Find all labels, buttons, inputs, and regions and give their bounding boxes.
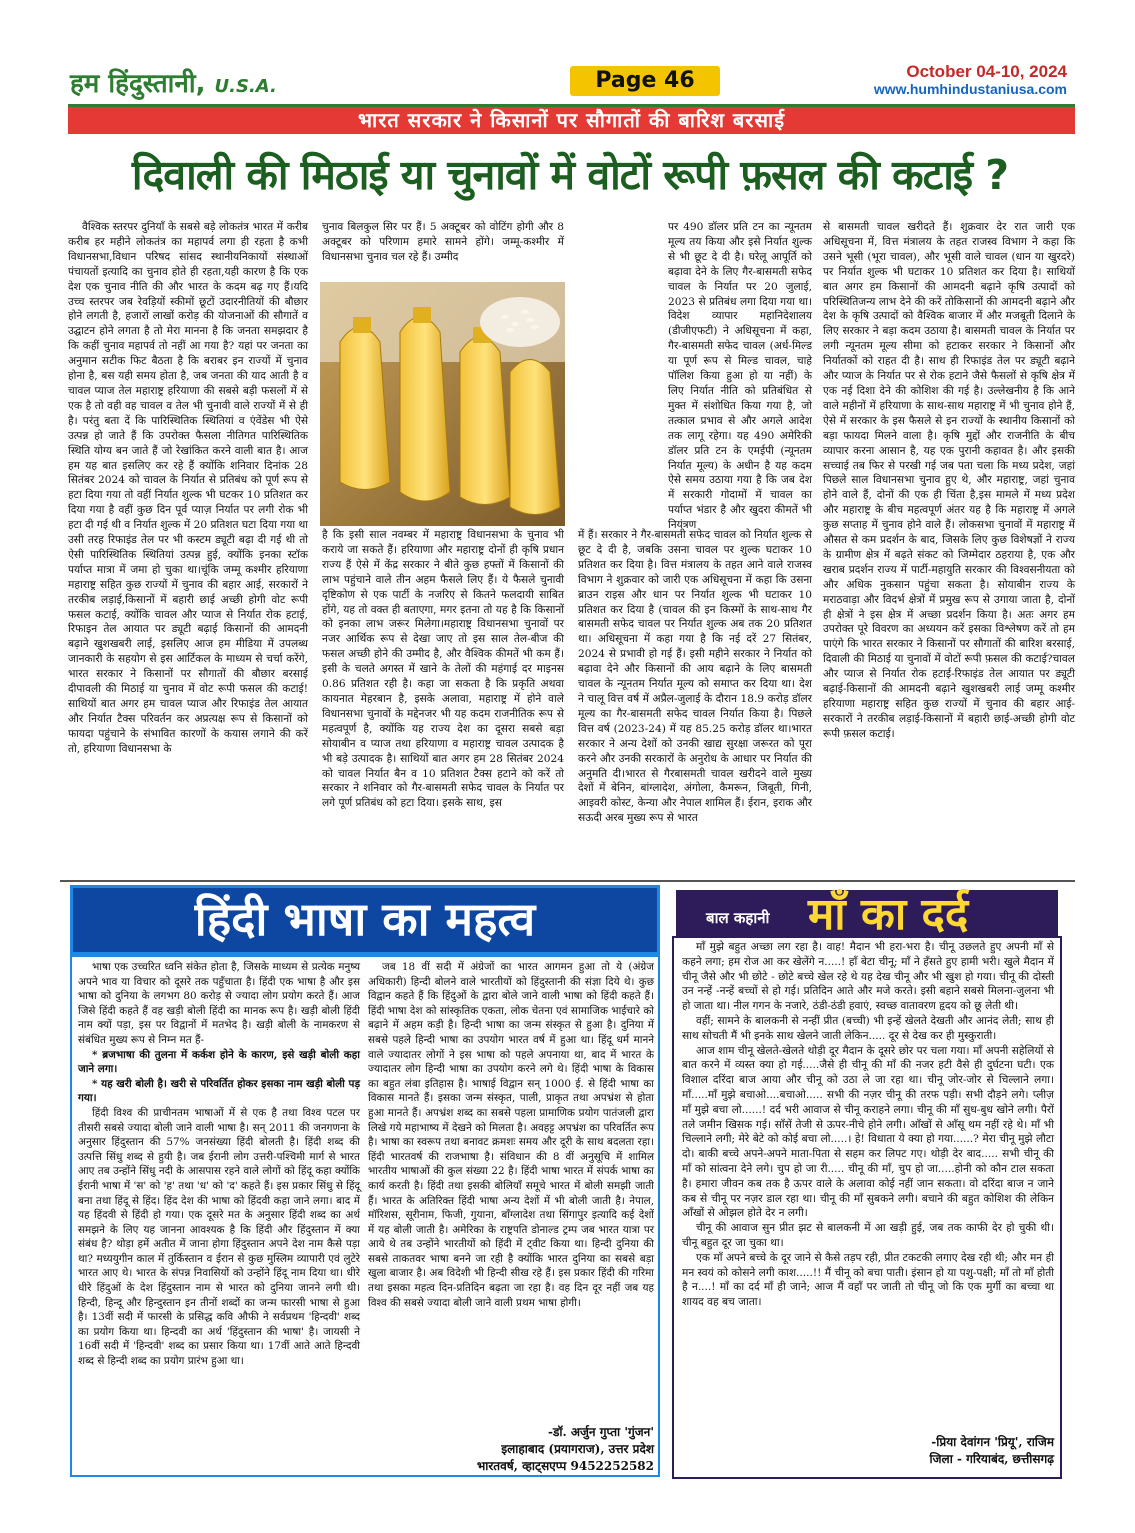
author-name: -प्रिया देवांगन 'प्रियू', राजिम — [931, 1435, 1054, 1449]
website-url[interactable]: www.humhindustaniusa.com — [873, 81, 1067, 97]
hindi-column-1 — [78, 960, 360, 1470]
article-text: में हैं। सरकार ने गैर-बासमती सफेद चावल को निर्यात शुल्क से छूट दे दी है, जबकि उसना चावल पर शुल्क घटाकर 10 प्रतिशत कर दिया है। वित्त मंत्रालय के तहत आने वाले राजस्व विभाग ने शुक्रवार को जारी एक अधिसूचना में कहा कि उसना ब्राउन राइस और धान पर निर्यात शुल्क भी घटाकर 10 प्रतिशत कर दिया है (चावल की इन किस्मों के साथ-साथ गैर बासमती सफेद चावल पर निर्यात शुल्क अब तक 20 प्रतिशत था। अधिसूचना में कहा गया है कि नई दरें 27 सितंबर, 2024 से प्रभावी हो गई हैं। इसी महीने सरकार ने निर्यात को बढ़ावा देने और किसानों की आय बढ़ाने के लिए बासमती चावल के न्यूनतम निर्यात मूल्य को समाप्त कर दिया था। देश ने चालू वित्त वर्ष में अप्रैल-जुलाई के दौरान 18.9 करोड़ डॉलर मूल्य का गैर-बासमती सफेद चावल निर्यात किया है। पिछले वित्त वर्ष (2023-24) में यह 85.25 करोड़ डॉलर था।भारत सरकार ने अन्य देशों को उनकी खाद्य सुरक्षा जरूरत को पूरा करने और उनकी सरकारों के अनुरोध के आधार पर निर्यात की अनुमति दी।भारत से गैरबासमती चावल खरीदने वाले मुख्य देशों में बेनिन, बांग्लादेश, अंगोला, कैमरून, जिबूती, गिनी, आइवरी कोस्ट, केन्या और नेपाल शामिल हैं। ईरान, इराक और सऊदी अरब मुख्य रूप से भारत — [578, 529, 812, 825]
main-headline: दिवाली की मिठाई या चुनावों में वोटों रूपी फ़सल की कटाई ? — [131, 151, 1009, 199]
hindi-section-title: हिंदी भाषा का महत्व — [70, 885, 660, 955]
story-paragraph: वहीं; सामने के बालकनी से नन्हीं प्रीत (बच्ची) भी इन्हें खेलते देखती और आनंद लेती; साथ ही साथ सोचती मैं भी इनके साथ खेलने जाती लेकिन..... दूर से देख कर ही मुस्कुराती। — [682, 1014, 1054, 1042]
article-column-4 — [823, 220, 1075, 880]
article-column-2-top — [322, 220, 564, 280]
section-banner: भारत सरकार ने किसानों पर सौगातों की बारिश बरसाई — [68, 104, 1075, 134]
story-title: माँ का दर्द — [808, 889, 969, 940]
article-column-2-bottom — [322, 528, 564, 878]
story-paragraph: चीनू की आवाज सुन प्रीत झट से बालकनी में आ खड़ी हुई, जब तक काफी देर हो चुकी थी। चीनू बहुत दूर जा चुका था। — [682, 1222, 1054, 1249]
hindi-text: भाषा एक उच्चरित ध्वनि संकेत होता है, जिसके माध्यम से प्रत्येक मनुष्य अपने भाव या विचार को दूसरे तक पहुँचाता है। हिंदी एक भाषा है और इस भाषा को दुनिया के लगभग 80 करोड़ से ज्यादा लोग प्रयोग करते हैं। आज जिसे हिंदी कहते हैं वह खड़ी बोली हिंदी का मानक रूप है। खड़ी बोली हिंदी नाम क्यों पड़ा, इस पर विद्वानों में मतभेद है। खड़ी बोली के नामकरण से संबंधित मुख्य रूप से निम्न मत हैं- — [78, 961, 360, 1046]
story-label: बाल कहानी — [706, 909, 770, 927]
article-column-1 — [68, 220, 308, 880]
article-text: चुनाव बिलकुल सिर पर हैं। 5 अक्टूबर को वोटिंग होगी और 8 अक्टूबर को परिणाम हमारे सामने होंगे। जम्मू-कश्मीर में विधानसभा चुनाव चल रहे हैं। उम्मीद — [322, 221, 564, 263]
oil-bottles-image — [320, 282, 565, 526]
page-number: Page 46 — [570, 66, 720, 96]
story-text — [682, 940, 1054, 1432]
story-title-bar — [676, 889, 1058, 940]
hindi-text: हिंदी विश्व की प्राचीनतम भाषाओं में से एक है तथा विश्व पटल पर तीसरी सबसे ज्यादा बोली जाने वाली भाषा है। सन् 2011 की जनगणना के अनुसार हिंदुस्तान की 57% जनसंख्या हिंदी बोलती है। हिंदी शब्द की उत्पत्ति सिंधु शब्द से हुयी है। जब ईरानी लोग उत्तरी-पश्चिमी मार्ग से भारत आए तब उन्होंने सिंधु नदी के आसपास रहने वाले लोगों को हिंदू कहा क्योंकि ईरानी भाषा में 'स' को 'ह' तथा 'ध' को 'द' कहते हैं। इस प्रकार सिंधु से हिंदू बना तथा हिंदू से हिंद। हिंद देश की भाषा को हिंदवी कहा जाने लगा। बाद में यह हिंदवी से हिंदी हो गया। एक दूसरे मत के अनुसार हिंदी शब्द का अर्थ समझने के लिए यह जानना आवश्यक है कि हिंदी और हिंदुस्तान में क्या संबंध है? थोड़ा हमें अतीत में जाना होगा हिंदुस्तान अपने देश नाम कैसे पड़ा था? मध्ययुगीन काल में तुर्किस्तान व ईरान से कुछ मुस्लिम व्यापारी एवं लुटेरे भारत आए थे। भारत के संपन्न निवासियों को उन्होंने हिंदू नाम दिया था। धीरे धीरे हिंदुओं के देश हिंदुस्तान नाम से भारत को दुनिया जानने लगी थी। हिन्दी, हिन्दू और हिन्दुस्तान इन तीनों शब्दों का जन्म फारसी भाषा से हुआ है। 13वीं सदी में फारसी के प्रसिद्ध कवि औफी ने सर्वप्रथम 'हिन्दवी' शब्द का प्रयोग किया था। हिन्दवी का अर्थ 'हिंदुस्तान की भाषा' है। जायसी ने 16वीं सदी में 'हिन्दवी' शब्द का प्रसार किया था। 17वीं आते आते हिन्दवी शब्द से हिन्दी शब्द का प्रयोग प्रारंभ हुआ था। — [78, 1106, 360, 1368]
hindi-text: जब 18 वीं सदी में अंग्रेजों का भारत आगमन हुआ तो ये (अंग्रेज अधिकारी) हिन्दी बोलने वाले भारतीयों को हिंदुस्तानी की संज्ञा दिये थे। कुछ विद्वान कहते हैं कि हिंदुओं के द्वारा बोले जाने वाली भाषा को हिंदी कहते हैं। हिंदी भाषा देश को सांस्कृतिक एकता, लोक चेतना एवं सामाजिक भाईचारे को बढ़ाने में अहम कड़ी है। हिन्दी भाषा का जन्म संस्कृत से हुआ है। दुनिया में सबसे पहले हिन्दी भाषा का उपयोग भारत वर्ष में हुआ था। हिंदू धर्म मानने वाले ज्यादातर लोगों ने इस भाषा को पहले अपनाया था, बाद में भारत के ज्यादातर लोग हिन्दी भाषा का उपयोग करने लगे थे। हिंदी भाषा के विकास का बहुत लंबा इतिहास है। भाषाई विद्वान सन् 1000 ई. से हिंदी भाषा का विकास मानते हैं। इसका जन्म संस्कृत, पाली, प्राकृत तथा अपभ्रंश से होता हुआ मानते हैं। अपभ्रंश शब्द का सबसे पहला प्रामाणिक प्रयोग पातंजली द्वारा लिखे गये महाभाष्य में देखने को मिलता है। अवहट्ट अपभ्रंश का परिवर्तित रूप है। भाषा का स्वरूप तथा बनावट क्रमशः समय और दूरी के साथ बदलता रहा। हिंदी भारतवर्ष की राजभाषा है। संविधान की 8 वीं अनुसूचि में शामिल भारतीय भाषाओं की कुल संख्या 22 है। हिंदी भाषा भारत में संपर्क भाषा का कार्य करती है। हिंदी तथा इसकी बोलियाँ समूचे भारत में बोली समझी जाती हैं। भारत के अतिरिक्त हिंदी भाषा अन्य देशों में भी बोली जाती है। नेपाल, मॉरिशस, सूरीनाम, फिजी, गुयाना, बॉंग्लादेश तथा सिंगापुर इत्यादि कई देशों में यह बोली जाती है। अमेरिका के राष्ट्रपति डोनाल्ड ट्रम्प जब भारत यात्रा पर आये थे तब उन्होंने भारतीयों को हिंदी में ट्वीट किया था। हिन्दी दुनिया की सबसे ताकतवर भाषा बनने जा रही है क्योंकि भारत दुनिया का सबसे बड़ा खुला बाजार है। अब विदेशी भी हिन्दी सीख रहे हैं। इस प्रकार हिंदी की गरिमा तथा इसका महत्व दिन-प्रतिदिन बढ़ता जा रहा है। वह दिन दूर नहीं जब यह विश्व की सबसे ज्यादा बोली जाने वाली प्रथम भाषा होगी। — [368, 961, 654, 1309]
newspaper-location: U.S.A. — [214, 76, 277, 97]
article-column-3-bottom — [578, 528, 812, 878]
author-name: -डॉ. अर्जुन गुप्ता 'गुंजन' — [547, 1425, 654, 1439]
hindi-quote-1: * ब्रजभाषा की तुलना में कर्कश होने के कारण, इसे खड़ी बोली कहा जाने लगा। — [78, 1048, 360, 1076]
masthead — [60, 62, 1075, 100]
author-place: इलाहाबाद (प्रयागराज), उत्तर प्रदेश — [501, 1442, 654, 1456]
article-text: पर 490 डॉलर प्रति टन का न्यूनतम मूल्य तय किया और इसे निर्यात शुल्क से भी छूट दे दी है। घरेलू आपूर्ति को बढ़ावा देने के लिए गैर-बासमती सफेद चावल के निर्यात पर 20 जुलाई, 2023 से प्रतिबंध लगा दिया गया था। विदेश व्यापार महानिदेशालय (डीजीएफटी) ने अधिसूचना में कहा, गैर-बासमती सफेद चावल (अर्ध-मिल्ड या पूर्ण रूप से मिल्ड चावल, चाहे पॉलिश किया हुआ हो या नहीं) के लिए निर्यात नीति को प्रतिबंधित से मुक्त में संशोधित किया गया है, जो तत्काल प्रभाव से और अगले आदेश तक लागू रहेगा। यह 490 अमेरिकी डॉलर प्रति टन के एमईपी (न्यूनतम निर्यात मूल्य) के अधीन है यह कदम ऐसे समय उठाया गया है कि जब देश में सरकारी गोदामों में चावल का पर्याप्त भंडार है और खुदरा कीमतें भी नियंत्रण — [668, 221, 812, 532]
article-text: है कि इसी साल नवम्बर में महाराष्ट्र विधानसभा के चुनाव भी कराये जा सकते हैं। हरियाणा और महाराष्ट्र दोनों ही कृषि प्रधान राज्य हैं ऐसे में केंद्र सरकार ने बीते कुछ हफ्तों में किसानों की लाभ पहुंचाने वाले तीन अहम फैसले लिए हैं। ये फैसले चुनावी दृष्टिकोण से एक पार्टी के नजरिए से कितने फलदायी साबित होंगे, यह तो वक्त ही बताएगा, मगर इतना तो यह है कि किसानों को इनका लाभ जरूर मिलेगा।महाराष्ट्र विधानसभा चुनावों पर नजर आर्थिक रूप से देखा जाए तो इस साल तेल-बीज की फसल अच्छी होने की उम्मीद है, और वैश्विक कीमतें भी कम हैं। इसी के चलते अगस्त में खाने के तेलों की महंगाई दर माइनस 0.86 प्रतिशत रही है। कहा जा सकता है कि प्रकृति अथवा कायनात मेहरबान है, इसके अलावा, महाराष्ट्र में होने वाले विधानसभा चुनावों के मद्देनजर भी यह कदम राजनीतिक रूप से महत्वपूर्ण है, क्योंकि यह राज्य देश का दूसरा सबसे बड़ा सोयाबीन व प्याज तथा हरियाणा व महाराष्ट्र चावल उत्पादक है भी बड़े उत्पादक है। साथियों बात अगर हम 28 सितंबर 2024 को चावल निर्यात बैन व 10 प्रतिशत टैक्स हटाने को करें तो सरकार ने शनिवार को गैर-बासमती सफेद चावल के निर्यात पर लगे पूर्ण प्रतिबंध को हटा दिया। इसके साथ, इस — [322, 529, 564, 810]
article-column-3-top — [578, 220, 812, 532]
hindi-quote-2: * यह खरी बोली है। खरी से परिवर्तित होकर इसका नाम खड़ी बोली पड़ गया। — [78, 1077, 360, 1105]
hindi-column-2 — [368, 960, 654, 1422]
story-paragraph: एक माँ अपने बच्चे के दूर जाने से कैसे तड़प रही, प्रीत टकटकी लगाए देख रही थी; और मन ही मन स्वयं को कोसने लगी काश.....!! मैं चीनू को बचा पाती। इंसान हो या पशु-पक्षी; माँ तो माँ होती है न....! माँ का दर्द माँ ही जाने; आज मैं वहाँ पर जाती तो चीनू जो कि एक मुर्गी का बच्चा था शायद वह बच जाता। — [682, 1251, 1054, 1309]
article-text: से बासमती चावल खरीदते हैं। शुक्रवार देर रात जारी एक अधिसूचना में, वित्त मंत्रालय के तहत राजस्व विभाग ने कहा कि उसने भूसी (भूरा चावल), और भूसी वाले चावल (धान या खुरदरे) पर निर्यात शुल्क भी घटाकर 10 प्रतिशत कर दिया है। साथियों बात अगर हम किसानों की आमदनी बढ़ाने कृषि उत्पादों को परिस्थितिजन्य लाभ देने की करें तोकिसानों की आमदनी बढ़ाने और देश के कृषि उत्पादों को वैश्विक बाजार में और मजबूती दिलाने के लिए सरकार ने बड़ा कदम उठाया है। बासमती चावल के निर्यात पर लगी न्यूनतम मूल्य सीमा को हटाकर सरकार ने किसानों और निर्यातकों को राहत दी है। साथ ही रिफाइंड तेल पर ड्यूटी बढ़ाने और प्याज के निर्यात पर से रोक हटाने जैसे फैसलों से कृषि क्षेत्र में एक नई दिशा देने की कोशिश की गई है। उल्लेखनीय है कि आने वाले महीनों में हरियाणा के साथ-साथ महाराष्ट्र में भी चुनाव होने हैं, ऐसे में सरकार के इस फैसले से इन राज्यों के स्थानीय किसानों को बड़ा फायदा मिलने वाला है। कृषि मुद्दों और राजनीति के बीच व्यापार करना आसान है, यह एक पुरानी कहावत है। और इसकी सच्चाई तब फिर से परखी गई जब पता चला कि मध्य प्रदेश, जहां पिछले साल विधानसभा चुनाव हुए थे, और महाराष्ट्र, जहां चुनाव होने वाले हैं, दोनों की एक ही चिंता है,इस मामले में मध्य प्रदेश और महाराष्ट्र के बीच महत्वपूर्ण अंतर यह है कि महाराष्ट्र में अगले कुछ सप्ताह में चुनाव होने वाले हैं। लोकसभा चुनावों में महाराष्ट्र में औसत से कम प्रदर्शन के बाद, जिसके लिए कुछ विशेषज्ञों ने राज्य के ग्रामीण क्षेत्र में बढ़ते संकट को जिम्मेदार ठहराया है, एक और खराब प्रदर्शन राज्य में पार्टी-महायुति सरकार की विश्वसनीयता को और अधिक नुकसान पहुंचा सकता है। सोयाबीन राज्य के मराठवाड़ा और विदर्भ क्षेत्रों में प्रमुख रूप से उगाया जाता है, दोनों ही क्षेत्रों ने इस क्षेत्र में अच्छा प्रदर्शन किया है। अतः अगर हम उपरोक्त पूरे विवरण का अध्ययन करें इसका विश्लेषण करें तो हम पाएंगे कि भारत सरकार ने किसानों पर सौगातों की बारिश बरसाई, दिवाली की मिठाई या चुनावों में वोटों रूपी फ़सल की कटाई?चावल और प्याज से निर्यात रोक हटाई-रिफाइंड तेल आयात पर ड्यूटी बढ़ाई-किसानों की आमदनी बढ़ाने खुशखबरी लाई जम्मू कश्मीर हरियाणा महाराष्ट्र सहित कुछ राज्यों में चुनाव की बहार आई-सरकारों ने तरकीब लड़ाई-किसानों में बहारी छाई-अच्छी होगी वोट रूपी फ़सल कटाई। — [823, 221, 1075, 740]
article-text: वैश्विक स्तरपर दुनियाँ के सबसे बड़े लोकतंत्र भारत में करीब करीब हर महीने लोकतंत्र का महापर्व लगा ही रहता है कभी विधानसभा,विधान परिषद सांसद स्थानीयनिकायों संस्थाओं पंचायतों इत्यादि का चुनाव होते ही रहता,यही कारण है कि एक देश एक चुनाव नीति की और भारत के कदम बढ़ गए हैं।यदि उच्च स्तरपर जब रेवड़ियों स्कीमों छूटों उदारनीतियों की बौछार होने लगती है, हजारों लाखों करोड़ की योजनाओं की सौगातें व उद्घाटन होने लगता है तो मेरा मानना है कि जनता समझदार है कि कहीं चुनाव महापर्व तो नहीं आ गया है? यहां पर जनता का अनुमान सटीक फिट बैठता है कि बराबर इन राज्यों में चुनाव होना है, बस यही समय होता है, जब जनता की याद आती है व चावल प्याज तेल महाराष्ट्र हरियाणा की सबसे बड़ी फसलों में से एक है तो वही वह चावल व तेल भी चुनावी वाले राज्यों में से ही है। परंतु बता दें कि पारिस्थितिक स्थितियां व एंवेंडेस भी ऐसे उत्पन्न हो जाते हैं कि उपरोक्त फैसला नीतिगत पारिस्थितिक स्थिति योग्य बन जाते हैं जो रेखांकित करने वाली बात है। आज हम यह बात इसलिए कर रहे हैं क्योंकि शनिवार दिनांक 28 सितंबर 2024 को चावल के निर्यात से प्रतिबंध को पूर्ण रूप से हटा दिया गया तो वहीं निर्यात शुल्क भी घटकर 10 प्रतिशत कर दिया गया है वहीं कुछ दिन पूर्व प्याज़ निर्यात पर लगी रोक भी हटा दी गई थी व निर्यात शुल्क में 20 प्रतिशत घटा दिया गया था उसी तरह रिफाइंड तेल पर भी कस्टम ड्यूटी बढ़ा दी गई थी तो ऐसी पारिस्थितिक स्थितियां उत्पन्न हुई, क्योंकि इनका स्टॉक पर्याप्त मात्रा में जमा हो चुका था।चूंकि जम्मू कश्मीर हरियाणा महाराष्ट्र सहित कुछ राज्यों में चुनाव की बहार आई, सरकारों ने तरकीब लड़ाई,किसानों में बहारी छाई अच्छी होगी वोट रूपी फसल कटाई, क्योंकि चावल और प्याज से निर्यात रोक हटाई, रिफाइन तेल आयात पर ड्यूटी बढ़ाई किसानों की आमदनी बढ़ाने खुशखबरी लाई, इसलिए आज हम मीडिया में उपलब्ध जानकारी के सहयोग से इस आर्टिकल के माध्यम से चर्चा करेंगे, भारत सरकार ने किसानों पर सौगातों की बौछार बरसाई दीपावली की मिठाई या चुनाव में वोट रूपी फसल की कटाई! साथियों बात अगर हम चावल प्याज और रिफाइंड तेल आयात और निर्यात टैक्स परिवर्तन कर अप्रत्यक्ष रूप से किसानों को फायदा पहुंचाने के संभावित कारणों के कयास लगाने की करें तो, हरियाणा विधानसभा के — [68, 221, 308, 755]
newspaper-name: हम हिंदुस्तानी, U.S.A. — [70, 69, 277, 99]
story-author — [682, 1434, 1054, 1468]
article-photo — [320, 282, 565, 526]
issue-date: October 04-10, 2024 — [906, 62, 1067, 81]
story-paragraph: माँ मुझे बहुत अच्छा लग रहा है। वाह! मैदान भी हरा-भरा है। चीनू उछलते हुए अपनी माँ से कहने लगा; हम रोज आ कर खेलेंगे न.....! हाँ बेटा चीनू; माँ ने हँसते हुए हामी भरी। खुले मैदान में चीनू जैसे और भी छोटे - छोटे बच्चे खेल रहे थे यह देख चीनू और भी खुश हो गया। चीनू की दोस्ती उन नन्हें -नन्हें बच्चों से हो गई। प्रतिदिन आते और मजे करते। इसी बहाने सबसे मिलना-जुलना भी हो जाता था। नील गगन के नजारे, ठंडी-ठंडी हवाएं, स्वच्छ वातावरण हृदय को छू लेती थी। — [682, 941, 1054, 1013]
story-paragraph: आज शाम चीनू खेलते-खेलते थोड़ी दूर मैदान के दूसरे छोर पर चला गया। माँ अपनी सहेलियों से बात करने में व्यस्त क्या हो गई.....जैसे ही चीनू की माँ की नजर हटी वैसे ही दुर्घटना घटी। एक विशाल दरिंदा बाज आया और चीनू को उठा ले जा रहा था। चीनू जोर-जोर से चिल्लाने लगा। माँ.....माँ मुझे बचाओ....बचाओ..... सभी की नज़र चीनू की तरफ पड़ी। सभी दौड़ने लगे। प्लीज़ माँ मुझे बचा लो......! दर्द भरी आवाज से चीनू कराहने लगा। चीनू की माँ सुध-बुध खोने लगी। पैरों तले जमीन खिसक गई। साँसें तेजी से ऊपर-नीचे होने लगी। आँखों से आँसू थम नहीं रहे थे। माँ भी चिल्लाने लगी; मेरे बेटे को कोई बचा लो.....। हे! विधाता ये क्या हो गया......? मेरा चीनू मुझे लौटा दो। बाकी बच्चे अपने-अपने माता-पिता से सहम कर लिपट गए। थोड़ी देर बाद..... सभी चीनू की माँ को सांत्वना देने लगे। चुप हो जा री..... चीनू की माँ, चुप हो जा.....होनी को कौन टाल सकता है। हमारा जीवन कब तक है ऊपर वाले के अलावा कोई नहीं जान सकता। वो दरिंदा बाज न जाने कब से चीनू पर नज़र डाल रहा था। चीनू की माँ सुबकने लगी। बचाने की बहुत कोशिश की लेकिन आँखों से ओझल होते देर न लगी। — [682, 1044, 1054, 1220]
author-place: जिला - गरियाबंद, छत्तीसगढ़ — [929, 1452, 1054, 1466]
hindi-author — [368, 1424, 654, 1475]
author-contact: भारतवर्ष, व्हाट्सएप्प 9452252582 — [476, 1459, 654, 1473]
